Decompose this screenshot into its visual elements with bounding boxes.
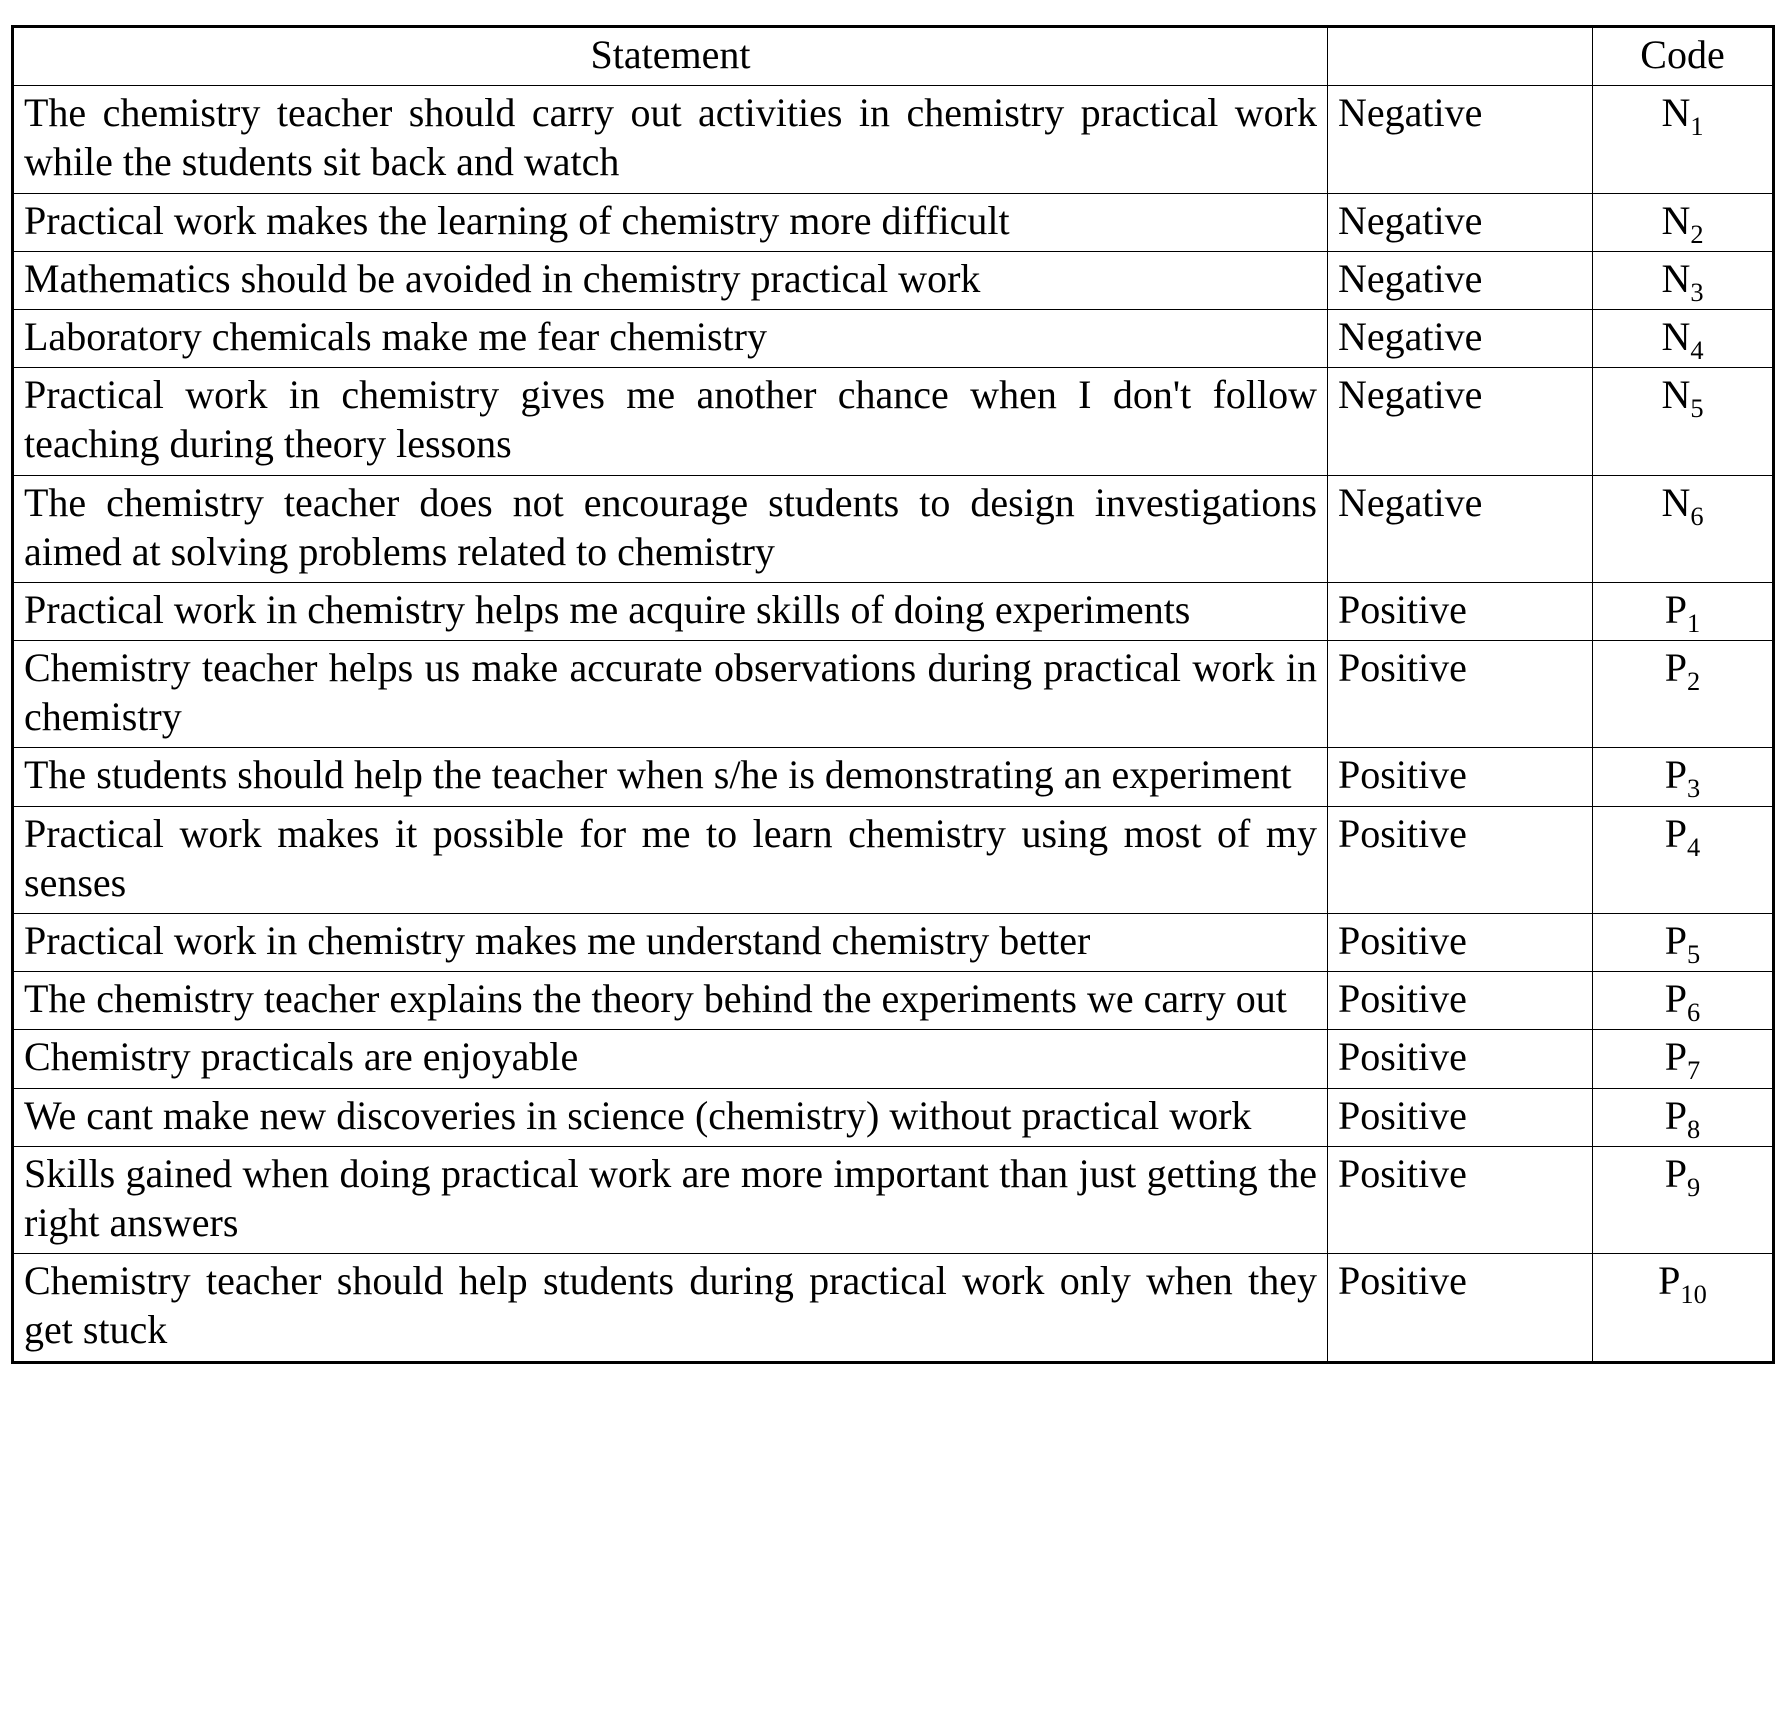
statement-code-table	[11, 25, 1775, 1364]
statement-code-table-container	[11, 25, 1772, 1364]
code-subscript: 1	[1690, 111, 1704, 142]
cell-statement: Skills gained when doing practical work are more important than just getting the right answers	[13, 1146, 1328, 1253]
table-row	[13, 1030, 1774, 1088]
table-row	[13, 1088, 1774, 1146]
code-letter: P	[1664, 918, 1688, 963]
cell-valence: Positive	[1328, 1254, 1593, 1362]
table-row	[13, 368, 1774, 475]
cell-valence: Positive	[1328, 582, 1593, 640]
table-row	[13, 1254, 1774, 1362]
code-subscript: 4	[1690, 334, 1704, 365]
cell-valence: Negative	[1328, 251, 1593, 309]
column-header-statement: Statement	[13, 27, 1328, 86]
cell-valence: Positive	[1328, 914, 1593, 972]
code-letter: N	[1661, 197, 1691, 243]
cell-valence: Positive	[1328, 1088, 1593, 1146]
cell-code	[1593, 582, 1774, 640]
table-row	[13, 193, 1774, 251]
table-row	[13, 748, 1774, 806]
cell-code	[1593, 86, 1774, 193]
cell-code	[1593, 309, 1774, 367]
code-letter: P	[1664, 752, 1688, 798]
column-header-valence	[1328, 27, 1593, 86]
code-subscript: 9	[1687, 1171, 1701, 1202]
code-letter: N	[1661, 255, 1691, 301]
cell-code	[1593, 1146, 1774, 1253]
code-subscript: 7	[1687, 1055, 1701, 1086]
cell-code	[1593, 251, 1774, 309]
cell-valence: Positive	[1328, 748, 1593, 806]
code-subscript: 5	[1690, 393, 1704, 424]
cell-valence: Positive	[1328, 1146, 1593, 1253]
code-letter: N	[1661, 313, 1691, 359]
code-letter: P	[1664, 1034, 1688, 1080]
cell-statement: Chemistry teacher should help students during practical work only when they get stuck	[13, 1254, 1328, 1362]
code-subscript: 8	[1687, 1113, 1701, 1144]
cell-code	[1593, 475, 1774, 582]
code-subscript: 1	[1687, 607, 1701, 638]
cell-statement: Practical work in chemistry helps me acquire skills of doing experiments	[13, 582, 1328, 640]
table-row	[13, 251, 1774, 309]
cell-statement: The chemistry teacher does not encourage students to design investigations aimed at solving problems related to chemistry	[13, 475, 1328, 582]
cell-code	[1593, 193, 1774, 251]
cell-statement: We cant make new discoveries in science (chemistry) without practical work	[13, 1088, 1328, 1146]
table-body	[13, 86, 1774, 1362]
table-row	[13, 972, 1774, 1030]
table-row	[13, 582, 1774, 640]
table-row	[13, 641, 1774, 748]
cell-code	[1593, 1254, 1774, 1362]
code-subscript: 10	[1680, 1279, 1707, 1310]
table-row	[13, 86, 1774, 193]
cell-statement: Practical work in chemistry gives me another chance when I don't follow teaching during theory lessons	[13, 368, 1328, 475]
table-row	[13, 1146, 1774, 1253]
code-letter: P	[1664, 1092, 1688, 1138]
cell-valence: Negative	[1328, 475, 1593, 582]
cell-valence: Positive	[1328, 641, 1593, 748]
code-subscript: 5	[1687, 939, 1701, 969]
cell-statement: The chemistry teacher explains the theory behind the experiments we carry out	[13, 972, 1328, 1030]
header-row	[13, 27, 1774, 86]
code-subscript: 2	[1690, 218, 1704, 249]
cell-code	[1593, 806, 1774, 913]
code-subscript: 3	[1690, 276, 1704, 307]
code-letter: P	[1664, 810, 1688, 856]
code-letter: P	[1664, 1150, 1688, 1196]
code-letter: N	[1661, 372, 1691, 418]
code-subscript: 4	[1687, 831, 1701, 862]
cell-statement: The chemistry teacher should carry out activities in chemistry practical work while the students sit back and watch	[13, 86, 1328, 193]
cell-code	[1593, 1030, 1774, 1088]
cell-statement: Mathematics should be avoided in chemistry practical work	[13, 251, 1328, 309]
code-letter: N	[1661, 90, 1691, 136]
cell-code	[1593, 748, 1774, 806]
code-letter: N	[1661, 479, 1691, 525]
cell-code	[1593, 914, 1774, 972]
cell-valence: Negative	[1328, 368, 1593, 475]
code-subscript: 6	[1687, 997, 1701, 1028]
cell-statement: Practical work in chemistry makes me understand chemistry better	[13, 914, 1328, 972]
cell-statement: The students should help the teacher when s/he is demonstrating an experiment	[13, 748, 1328, 806]
cell-statement: Practical work makes the learning of chemistry more difficult	[13, 193, 1328, 251]
cell-code	[1593, 1088, 1774, 1146]
cell-code	[1593, 972, 1774, 1030]
code-letter: P	[1664, 976, 1688, 1022]
code-letter: P	[1658, 1258, 1681, 1304]
cell-valence: Positive	[1328, 806, 1593, 913]
cell-statement: Chemistry practicals are enjoyable	[13, 1030, 1328, 1088]
code-letter: P	[1664, 586, 1688, 632]
cell-statement: Practical work makes it possible for me to learn chemistry using most of my senses	[13, 806, 1328, 913]
cell-code	[1593, 368, 1774, 475]
cell-valence: Positive	[1328, 972, 1593, 1030]
cell-valence: Positive	[1328, 1030, 1593, 1088]
cell-valence: Negative	[1328, 86, 1593, 193]
code-subscript: 6	[1690, 500, 1704, 531]
code-subscript: 3	[1687, 773, 1701, 804]
cell-valence: Negative	[1328, 309, 1593, 367]
cell-valence: Negative	[1328, 193, 1593, 251]
cell-code	[1593, 641, 1774, 748]
column-header-code: Code	[1593, 27, 1774, 86]
table-row	[13, 475, 1774, 582]
table-header	[13, 27, 1774, 86]
code-letter: P	[1664, 645, 1688, 691]
table-row	[13, 914, 1774, 972]
cell-statement: Chemistry teacher helps us make accurate observations during practical work in chemistry	[13, 641, 1328, 748]
code-subscript: 2	[1687, 666, 1701, 697]
table-row	[13, 806, 1774, 913]
cell-statement: Laboratory chemicals make me fear chemistry	[13, 309, 1328, 367]
table-row	[13, 309, 1774, 367]
